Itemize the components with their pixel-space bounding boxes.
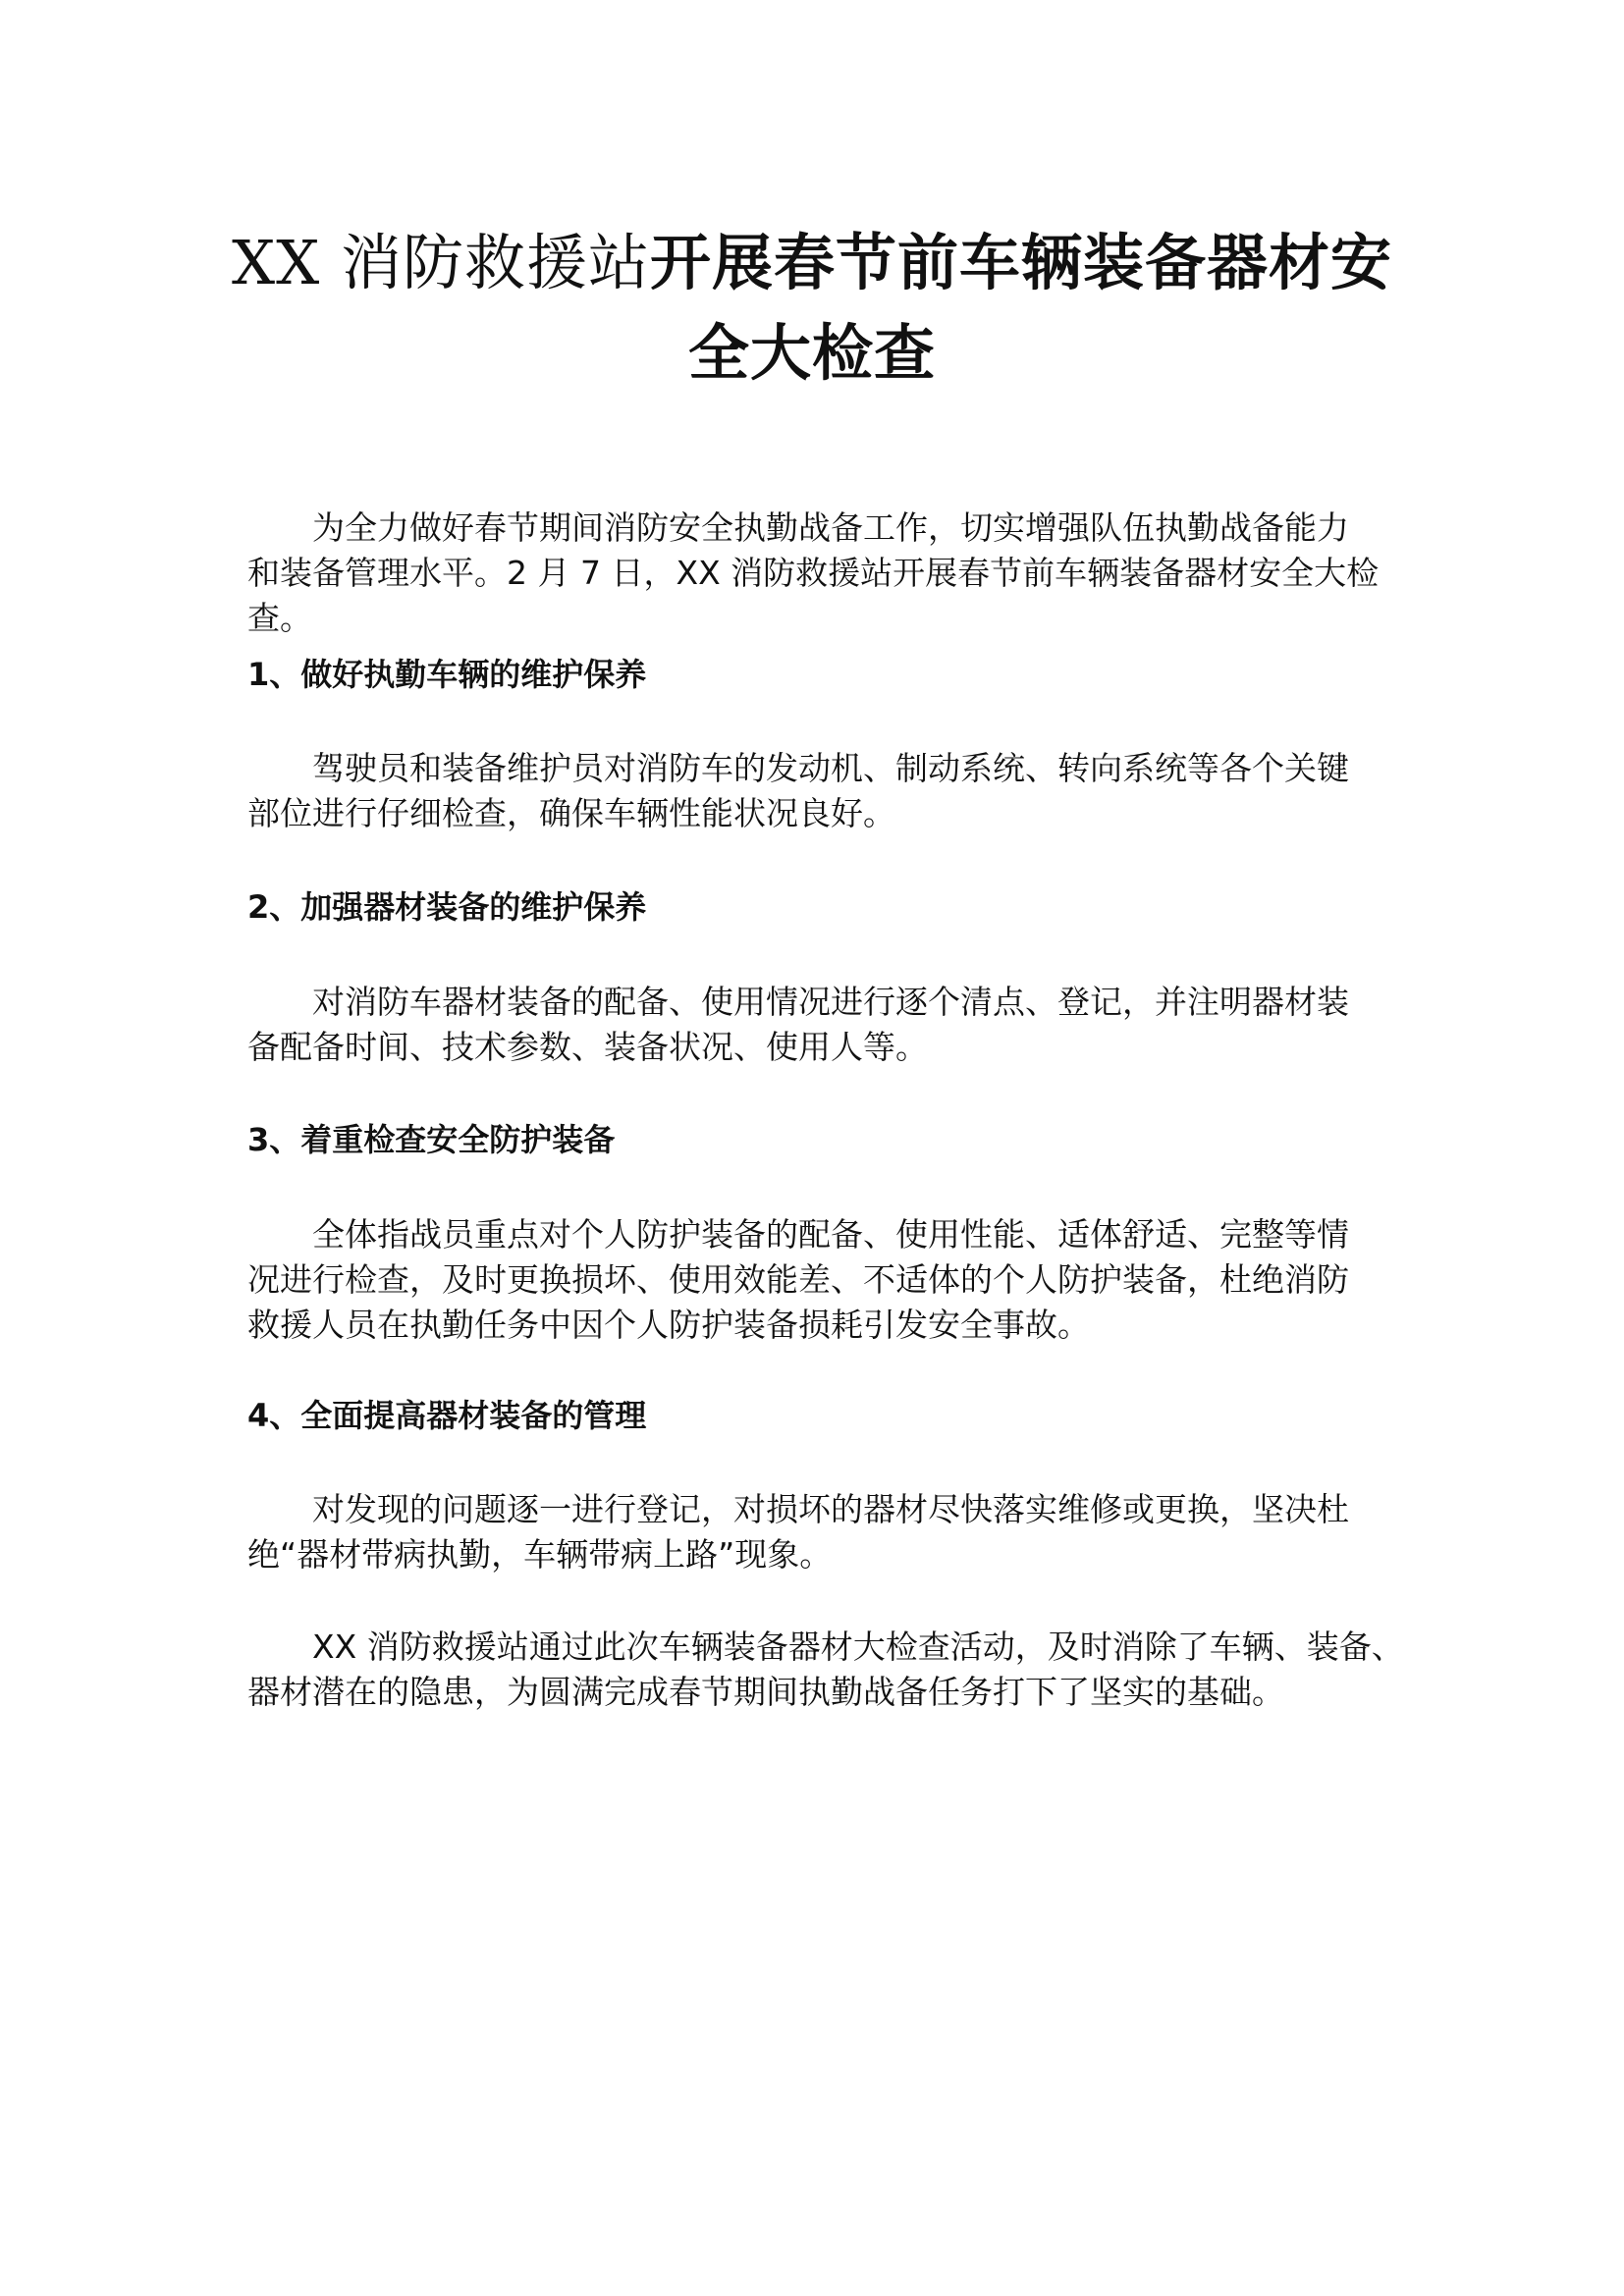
section-4-heading: 4、全面提高器材装备的管理 bbox=[247, 1397, 647, 1434]
closing-line-1 bbox=[247, 1625, 1406, 1670]
title-line-2: 全大检查 bbox=[687, 317, 936, 389]
section-1-paragraph bbox=[247, 746, 1406, 836]
title-line-1-rest: 开展春节前车辆装备器材安 bbox=[649, 227, 1392, 298]
section-1-heading: 1、做好执勤车辆的维护保养 bbox=[247, 656, 647, 693]
intro-line-2-a: 和装备管理水平。2 月 7 日，XX bbox=[247, 554, 731, 592]
title-line-1 bbox=[196, 218, 1428, 308]
closing-line-2: 器材潜在的隐患，为圆满完成春节期间执勤战备任务打下了坚实的基础。 bbox=[247, 1673, 1284, 1711]
section-2-heading: 2、加强器材装备的维护保养 bbox=[247, 888, 647, 926]
section-3-commanders: 指战员 bbox=[377, 1215, 474, 1254]
section-3-line-1-a: 全体 bbox=[312, 1215, 377, 1254]
title-station-name: XX 消防救援站 bbox=[231, 227, 650, 298]
intro-station-name: 消防救援站 bbox=[731, 554, 893, 592]
intro-line-2-c: 开展春节前车辆装备器材安全大检 bbox=[893, 554, 1380, 592]
section-4-line-2: 绝“器材带病执勤，车辆带病上路”现象。 bbox=[247, 1535, 833, 1574]
intro-line-3: 查。 bbox=[247, 599, 312, 637]
section-3-heading: 3、着重检查安全防护装备 bbox=[247, 1121, 616, 1158]
intro-line-2 bbox=[247, 551, 1406, 596]
closing-line-1-a: XX bbox=[312, 1628, 367, 1666]
section-3-line-3: 救援人员在执勤任务中因个人防护装备损耗引发安全事故。 bbox=[247, 1306, 1090, 1344]
section-3-line-1-c: 重点对个人防护装备的配备、使用性能、适体舒适、完整等情 bbox=[474, 1215, 1349, 1254]
section-2-paragraph bbox=[247, 980, 1406, 1070]
section-4-line-1: 对发现的问题逐一进行登记，对损坏的器材尽快落实维修或更换，坚决杜 bbox=[312, 1490, 1349, 1528]
section-2-line-2: 备配备时间、技术参数、装备状况、使用人等。 bbox=[247, 1028, 928, 1066]
closing-station-name: 消防救援站 bbox=[366, 1628, 529, 1666]
closing-line-1-c: 通过此次车辆装备器材大检查活动，及时消除了车辆、装备、 bbox=[528, 1628, 1404, 1666]
section-3-line-2: 况进行检查，及时更换损坏、使用效能差、不适体的个人防护装备，杜绝消防 bbox=[247, 1260, 1349, 1299]
section-1-line-1: 驾驶员和装备维护员对消防车的发动机、制动系统、转向系统等各个关键 bbox=[312, 749, 1349, 787]
section-3-line-1 bbox=[247, 1212, 1406, 1257]
section-4-paragraph bbox=[247, 1487, 1406, 1577]
section-3-paragraph bbox=[247, 1212, 1406, 1348]
section-2-line-1: 对消防车器材装备的配备、使用情况进行逐个清点、登记，并注明器材装 bbox=[312, 983, 1349, 1021]
section-1-line-2: 部位进行仔细检查，确保车辆性能状况良好。 bbox=[247, 794, 895, 832]
intro-line-1: 为全力做好春节期间消防安全执勤战备工作，切实增强队伍执勤战备能力 bbox=[312, 508, 1349, 547]
closing-paragraph bbox=[247, 1625, 1406, 1715]
intro-paragraph bbox=[247, 506, 1406, 641]
document-title bbox=[196, 218, 1428, 399]
